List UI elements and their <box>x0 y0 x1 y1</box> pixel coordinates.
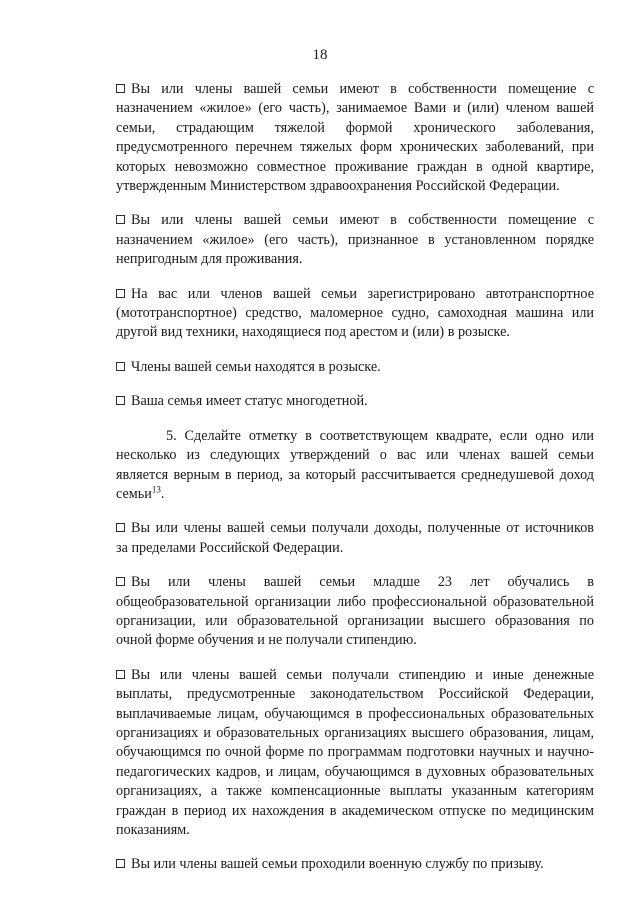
line-text: предусмотренного перечнем тяжелых форм хронических заболеваний, при <box>116 139 594 156</box>
text-line <box>116 285 594 304</box>
checkbox[interactable] <box>116 670 125 679</box>
line-text: педагогических кадров, и лицам, обучающимся в духовных образовательных <box>116 763 594 780</box>
checkbox-item <box>116 855 594 874</box>
text-line <box>116 539 594 558</box>
checkbox[interactable] <box>116 215 125 224</box>
text-line <box>116 763 594 782</box>
text-line <box>116 323 594 342</box>
text-line <box>116 119 594 138</box>
text-line <box>116 685 594 704</box>
text-line <box>116 666 594 685</box>
checkbox[interactable] <box>116 289 125 298</box>
page-number: 18 <box>312 47 328 63</box>
line-text: организациях, а также компенсационные выплаты указанным категориям <box>116 783 594 800</box>
checkbox[interactable] <box>116 84 125 93</box>
text-line <box>116 724 594 743</box>
text-line <box>116 743 594 762</box>
checkbox-item <box>116 80 594 196</box>
text-line <box>116 593 594 612</box>
line-text: Вы или члены вашей семьи проходили военную службу по призыву. <box>131 856 544 873</box>
text-line <box>116 250 594 269</box>
document-body <box>116 80 594 890</box>
line-text: (мототранспортное) средство, маломерное судно, самоходная машина или <box>116 305 594 322</box>
line-text: выплачиваемые лицам, обучающимся в профессиональных образовательных <box>116 705 594 722</box>
checkbox[interactable] <box>116 859 125 868</box>
text-line <box>116 855 594 874</box>
checkbox-item <box>116 358 594 377</box>
line-text: которых невозможно совместное проживание граждан в одной квартире, <box>116 158 594 175</box>
line-text: Члены вашей семьи находятся в розыске. <box>131 358 381 375</box>
line-text: показаниям. <box>116 822 190 838</box>
text-line <box>116 138 594 157</box>
line-text: является верным в период, за который рассчитывается среднедушевой доход <box>116 466 594 483</box>
line-text: На вас или членов вашей семьи зарегистрировано автотранспортное <box>131 285 594 302</box>
text-line <box>116 177 594 196</box>
trailing-punctuation: . <box>160 485 165 502</box>
instruction-paragraph <box>116 427 594 505</box>
checkbox-item <box>116 211 594 269</box>
checkbox-item <box>116 666 594 841</box>
line-text: организации, или образовательной организации высшего образования по <box>116 612 594 629</box>
line-text: непригодным для проживания. <box>116 251 303 268</box>
line-text: Ваша семья имеет статус многодетной. <box>131 393 368 410</box>
text-line <box>116 821 594 840</box>
line-text: назначением «жилое» (его часть), занимаемое Вами и (или) членом вашей <box>116 100 594 117</box>
text-line <box>116 705 594 724</box>
text-line <box>116 802 594 821</box>
text-line <box>116 485 594 504</box>
text-line <box>116 158 594 177</box>
line-text: обучающимся по очной форме по программам подготовки научных и научно- <box>116 744 594 761</box>
line-text: выплаты, предусмотренные законодательством Российской Федерации, <box>116 686 594 703</box>
text-line <box>116 80 594 99</box>
text-line <box>116 211 594 230</box>
text-line <box>116 782 594 801</box>
text-line <box>116 612 594 631</box>
line-text: Вы или члены вашей семьи получали доходы, полученные от источников <box>131 520 594 537</box>
text-line <box>116 519 594 538</box>
line-text: семьи <box>116 485 152 502</box>
line-text: утвержденным Министерством здравоохранения Российской Федерации. <box>116 178 560 195</box>
checkbox[interactable] <box>116 396 125 405</box>
line-text: организациях и образовательных организациях высшего образования, лицам, <box>116 724 594 741</box>
text-line <box>116 231 594 250</box>
line-text: очной форме обучения и не получали стипендию. <box>116 632 417 649</box>
line-text: несколько из следующих утверждений о вас или членах вашей семьи <box>116 447 594 464</box>
text-line <box>116 573 594 592</box>
checkbox-item <box>116 519 594 558</box>
text-line <box>116 631 594 650</box>
text-line <box>116 358 594 377</box>
footnote-marker[interactable]: 13 <box>151 484 161 495</box>
checkbox[interactable] <box>116 523 125 532</box>
text-line <box>116 99 594 118</box>
text-line <box>116 392 594 411</box>
line-text: граждан в период их нахождения в академическом отпуске по медицинским <box>116 802 594 819</box>
line-text: Вы или члены вашей семьи получали стипендию и иные денежные <box>131 666 594 683</box>
line-text: 5. Сделайте отметку в соответствующем квадрате, если одно или <box>166 427 594 444</box>
checkbox-item <box>116 392 594 411</box>
text-line <box>116 446 594 465</box>
line-text: назначением «жилое» (его часть), признанное в установленном порядке <box>116 231 594 248</box>
checkbox-item <box>116 285 594 343</box>
line-text: семьи, страдающим тяжелой формой хронического заболевания, <box>116 119 594 136</box>
line-text: общеобразовательной организации либо профессиональной образовательной <box>116 593 594 610</box>
line-text: Вы или члены вашей семьи имеют в собственности помещение с <box>131 81 594 97</box>
line-text: за пределами Российской Федерации. <box>116 539 344 556</box>
text-line <box>116 427 594 446</box>
checkbox[interactable] <box>116 362 125 371</box>
text-line <box>116 466 594 485</box>
checkbox-item <box>116 573 594 651</box>
checkbox[interactable] <box>116 577 125 586</box>
line-text: другой вид техники, находящиеся под арестом и (или) в розыске. <box>116 324 510 341</box>
line-text: Вы или члены вашей семьи младше 23 лет обучались в <box>131 574 594 591</box>
line-text: Вы или члены вашей семьи имеют в собственности помещение с <box>131 212 594 229</box>
text-line <box>116 304 594 323</box>
